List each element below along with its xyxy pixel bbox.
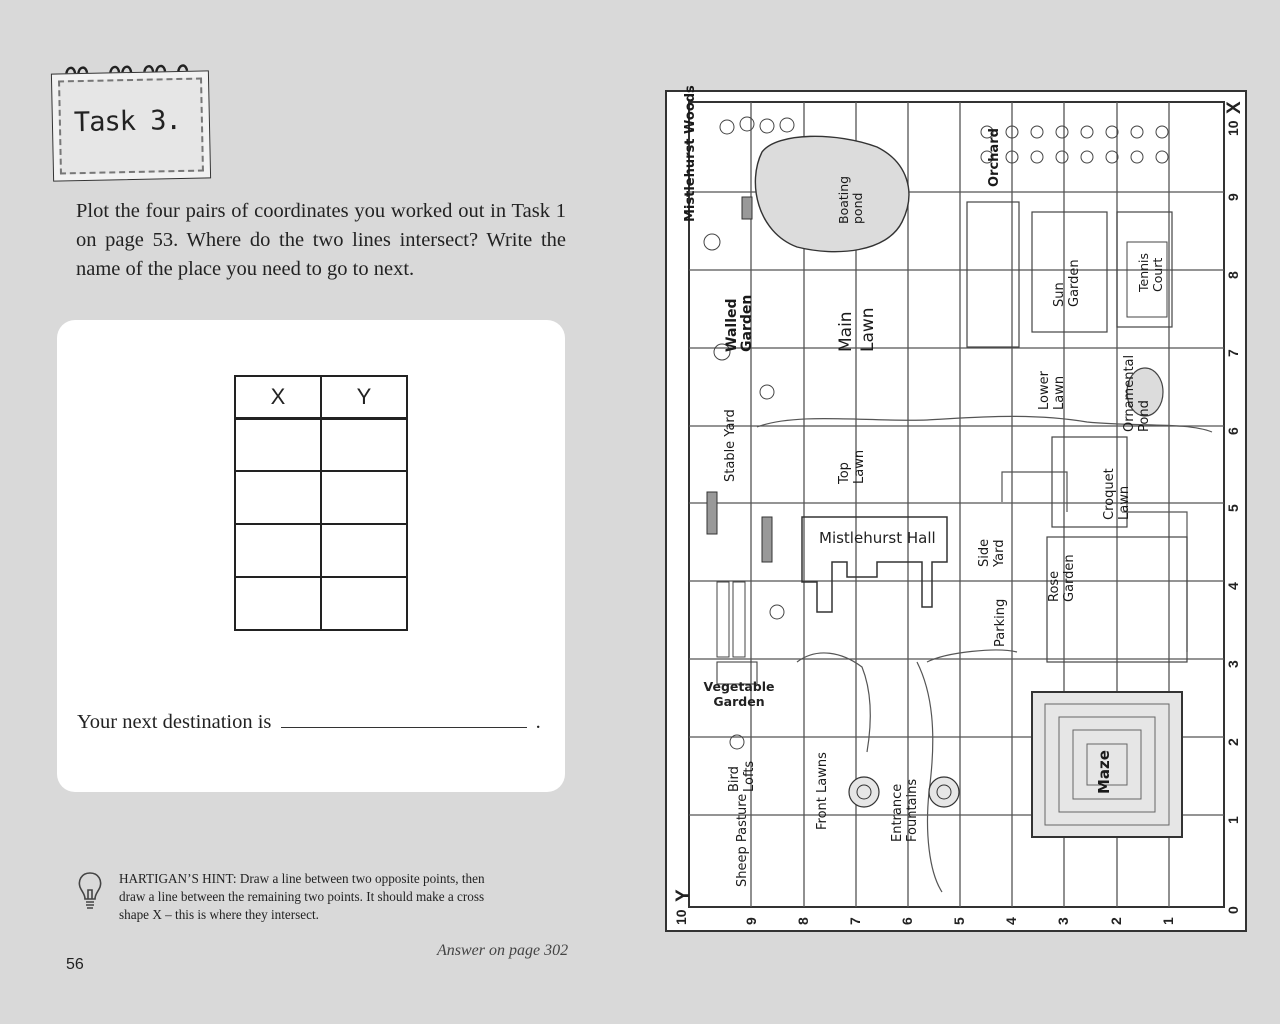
lightbulb-icon [76, 870, 104, 914]
y-tick: 5 [951, 917, 967, 925]
table-row [235, 471, 407, 524]
y-tick: 10 [673, 909, 689, 925]
x-tick: 4 [1225, 582, 1241, 590]
map-label-side: Side Yard [977, 538, 1007, 567]
task-tag [51, 70, 211, 181]
y-tick: 4 [1003, 917, 1019, 925]
destination-prefix: Your next destination is [77, 711, 272, 733]
map-label-tennis: Tennis Court [1136, 252, 1165, 292]
x-tick: 9 [1225, 193, 1241, 201]
map-label-parking: Parking [993, 598, 1008, 647]
task-title: Task 3. [73, 104, 182, 139]
map-label-bird: Bird Lofts [727, 760, 757, 792]
x-tick: 6 [1225, 427, 1241, 435]
cell-x[interactable] [235, 418, 321, 471]
x-tick: 8 [1225, 271, 1241, 279]
y-axis-label: Y [673, 889, 694, 902]
cell-x[interactable] [235, 577, 321, 630]
map-label-hall: Mistlehurst Hall [819, 529, 936, 547]
map-label-croquet: Croquet Lawn [1102, 468, 1132, 520]
x-tick: 1 [1225, 816, 1241, 824]
column-header-x: X [235, 376, 321, 418]
estate-map [665, 85, 1247, 932]
map-drawing [667, 92, 1244, 929]
cell-y[interactable] [321, 577, 407, 630]
column-header-y: Y [321, 376, 407, 418]
cell-x[interactable] [235, 471, 321, 524]
destination-line [77, 710, 541, 734]
table-row [235, 418, 407, 471]
x-tick: 3 [1225, 660, 1241, 668]
map-label-sheep: Sheep Pasture [735, 793, 750, 887]
x-tick: 10 [1225, 120, 1241, 136]
map-label-top: Top Lawn [837, 449, 867, 484]
map-label-orchard: Orchard [987, 128, 1002, 187]
y-tick: 8 [795, 917, 811, 925]
map-label-walled: Walled Garden [724, 294, 755, 352]
x-tick: 2 [1225, 738, 1241, 746]
map-label-boating: Boating pond [836, 175, 865, 224]
cell-y[interactable] [321, 524, 407, 577]
map-label-woods: Mistlehurst Woods [683, 85, 698, 222]
map-label-maze: Maze [1095, 750, 1113, 794]
map-label-fountains: Entrance Fountains [890, 778, 920, 842]
destination-suffix: . [535, 711, 541, 733]
y-tick: 3 [1055, 917, 1071, 925]
x-axis-label: X [1224, 101, 1245, 114]
answer-card [57, 320, 565, 792]
cell-y[interactable] [321, 471, 407, 524]
cell-x[interactable] [235, 524, 321, 577]
x-tick: 7 [1225, 349, 1241, 357]
map-label-rose: Rose Garden [1047, 554, 1077, 602]
x-tick: 5 [1225, 504, 1241, 512]
coordinates-table [234, 375, 408, 631]
answer-reference: Answer on page 302 [437, 942, 569, 959]
hint-text: HARTIGAN’S HINT: Draw a line between two opposite points, then draw a line between the remaining two points. It should make a cross shape X – this is where they intersect. [119, 871, 485, 922]
y-tick: 7 [847, 917, 863, 925]
destination-blank[interactable] [281, 710, 527, 728]
cell-y[interactable] [321, 418, 407, 471]
map-label-ornamental: Ornamental Pond [1122, 354, 1152, 432]
x-tick: 0 [1225, 906, 1241, 914]
y-tick: 6 [899, 917, 915, 925]
y-tick: 1 [1160, 917, 1176, 925]
map-label-stable: Stable Yard [723, 409, 738, 482]
instructions: Plot the four pairs of coordinates you worked out in Task 1 on page 53. Where do the two lines intersect? Write the name of the place you need to go to next. [76, 200, 566, 280]
y-tick: 2 [1108, 917, 1124, 925]
y-tick: 9 [743, 917, 759, 925]
map-label-sun: Sun Garden [1052, 259, 1082, 307]
map-label-lower: Lower Lawn [1037, 371, 1067, 410]
map-label-main: Main Lawn [836, 307, 878, 352]
map-label-front: Front Lawns [815, 752, 830, 830]
map-label-vegetable: Vegetable Garden [703, 679, 775, 709]
table-row [235, 577, 407, 630]
table-row [235, 524, 407, 577]
page-number: 56 [66, 956, 84, 973]
